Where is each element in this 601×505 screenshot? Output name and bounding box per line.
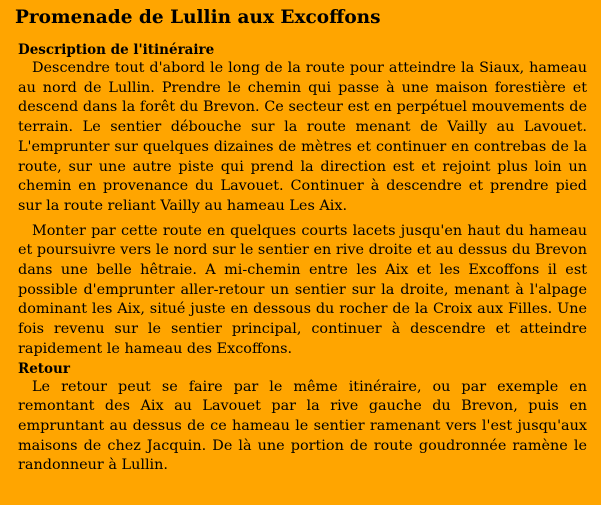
page-title: Promenade de Lullin aux Excoffons	[15, 7, 381, 28]
retour-paragraph: Le retour peut se faire par le même itinéraire, ou par exemple en remontant des Aix au Lavouet par la rive gauche du Brevon, puis en empruntant au dessus de ce hameau le sentier ramenant vers l'est jusqu'aux maisons de chez Jacquin. De là une portion de route goudronnée ramène le randonneur à Lullin.	[18, 378, 587, 474]
retour-heading: Retour	[18, 360, 70, 377]
description-heading: Description de l'itinéraire	[18, 42, 215, 58]
description-paragraph-2: Monter par cette route en quelques courts lacets jusqu'en haut du hameau et poursuivre vers le nord sur le sentier en rive droite et au dessus du Brevon dans une belle hêtraie. A mi-chemin entre les Aix et les Excoffons il est possible d'emprunter aller-retour un sentier sur la droite, menant à l'alpage dominant les Aix, situé juste en dessous du rocher de la Croix aux Filles. Une fois revenu sur le sentier principal, continuer à descendre et atteindre rapidement le hameau des Excoffons.	[18, 222, 587, 357]
description-paragraph-1: Descendre tout d'abord le long de la route pour atteindre la Siaux, hameau au nord de Lullin. Prendre le chemin qui passe à une maison forestière et descend dans la forêt du Brevon. Ce secteur est en perpétuel mouvements de terrain. Le sentier débouche sur la route menant de Vailly au Lavouet. L'emprunter sur quelques dizaines de mètres et continuer en contrebas de la route, sur une autre piste qui prend la direction est et rejoint plus loin un chemin en provenance du Lavouet. Continuer à descendre et prendre pied sur la route reliant Vailly au hameau Les Aix.	[18, 60, 587, 214]
